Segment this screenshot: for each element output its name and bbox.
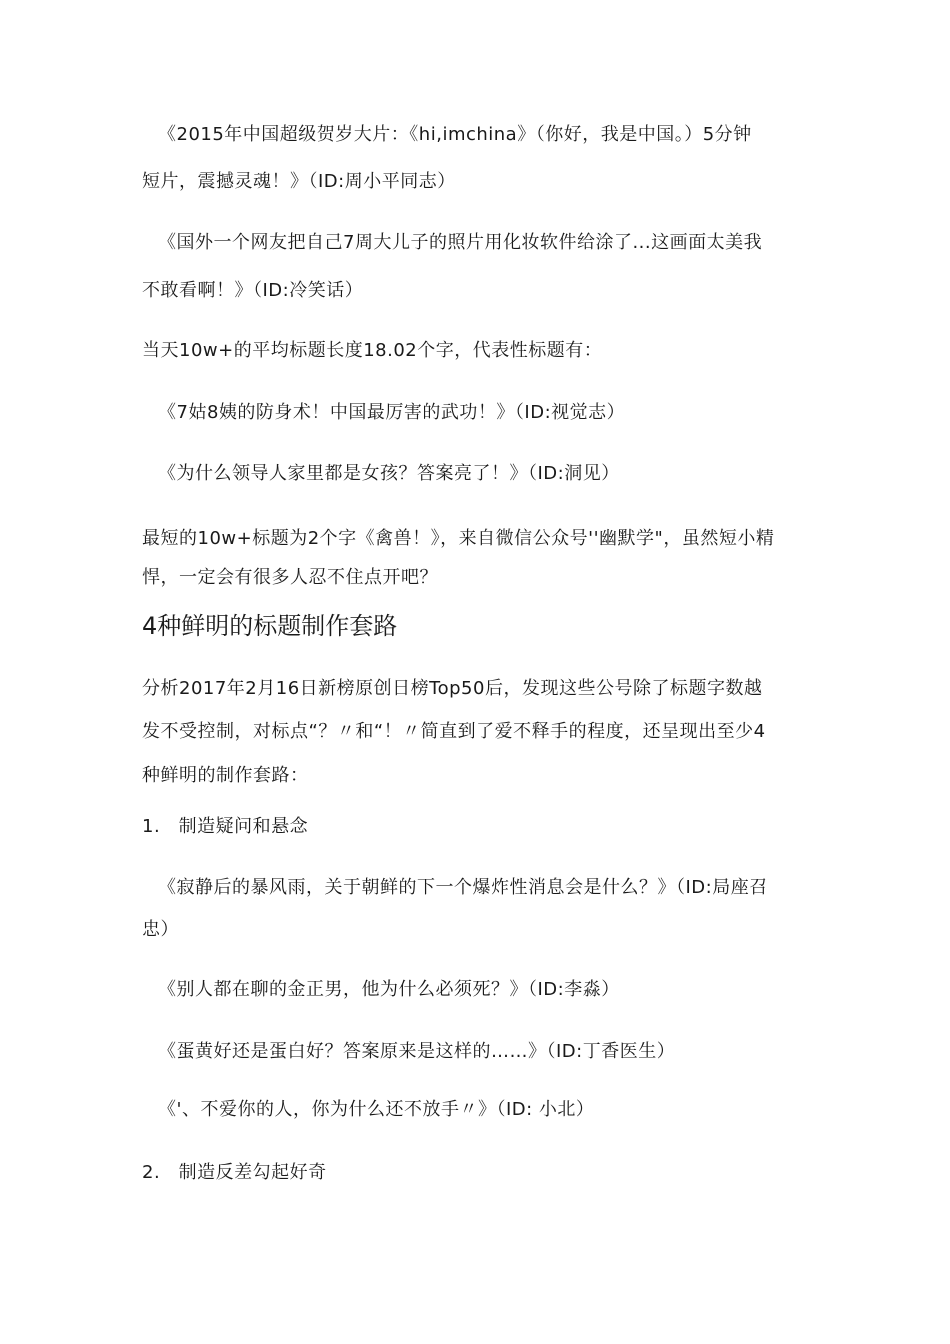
paragraph-line: 发不受控制，对标点“？〃和“！〃简直到了爱不释手的程度，还呈现出至少4 bbox=[142, 721, 766, 742]
quote-line: 《7姑8姨的防身术！中国最厉害的武功！》（ID:视觉志） bbox=[158, 402, 626, 423]
quote-line: 《为什么领导人家里都是女孩？答案亮了！》（ID:洞见） bbox=[158, 463, 620, 484]
quote-line: 《国外一个网友把自己7周大儿子的照片用化妆软件给涂了...这画面太美我 bbox=[158, 232, 763, 253]
paragraph-line: 分析2017年2月16日新榜原创日榜Top50后，发现这些公号除了标题字数越 bbox=[142, 678, 763, 699]
quote-line: 《寂静后的暴风雨，关于朝鲜的下一个爆炸性消息会是什么？》（ID:局座召 bbox=[158, 877, 768, 898]
list-item-heading: 1. 制造疑问和悬念 bbox=[142, 816, 309, 837]
quote-line: 《蛋黄好还是蛋白好？答案原来是这样的……》（ID:丁香医生） bbox=[158, 1041, 676, 1062]
section-heading: 4种鲜明的标题制作套路 bbox=[142, 612, 398, 640]
paragraph-line: 最短的10w+标题为2个字《禽兽！》，来自微信公众号''幽默学"，虽然短小精 bbox=[142, 528, 775, 549]
list-item-heading: 2. 制造反差勾起好奇 bbox=[142, 1162, 327, 1183]
paragraph-line: 种鲜明的制作套路： bbox=[142, 765, 309, 786]
quote-line: 短片，震撼灵魂！》（ID:周小平同志） bbox=[142, 171, 456, 192]
quote-line: 《'、不爱你的人，你为什么还不放手〃》（ID: 小北） bbox=[158, 1099, 595, 1120]
quote-line: 《2015年中国超级贺岁大片：《hi,imchina》（你好，我是中国。）5分钟 bbox=[158, 124, 752, 145]
quote-line: 忠） bbox=[142, 919, 179, 940]
paragraph-line: 悍，一定会有很多人忍不住点开吧？ bbox=[142, 567, 438, 588]
quote-line: 不敢看啊！》（ID:冷笑话） bbox=[142, 280, 364, 301]
quote-line: 《别人都在聊的金正男，他为什么必须死？》（ID:李淼） bbox=[158, 979, 620, 1000]
paragraph-line: 当天10w+的平均标题长度18.02个字，代表性标题有： bbox=[142, 340, 603, 361]
